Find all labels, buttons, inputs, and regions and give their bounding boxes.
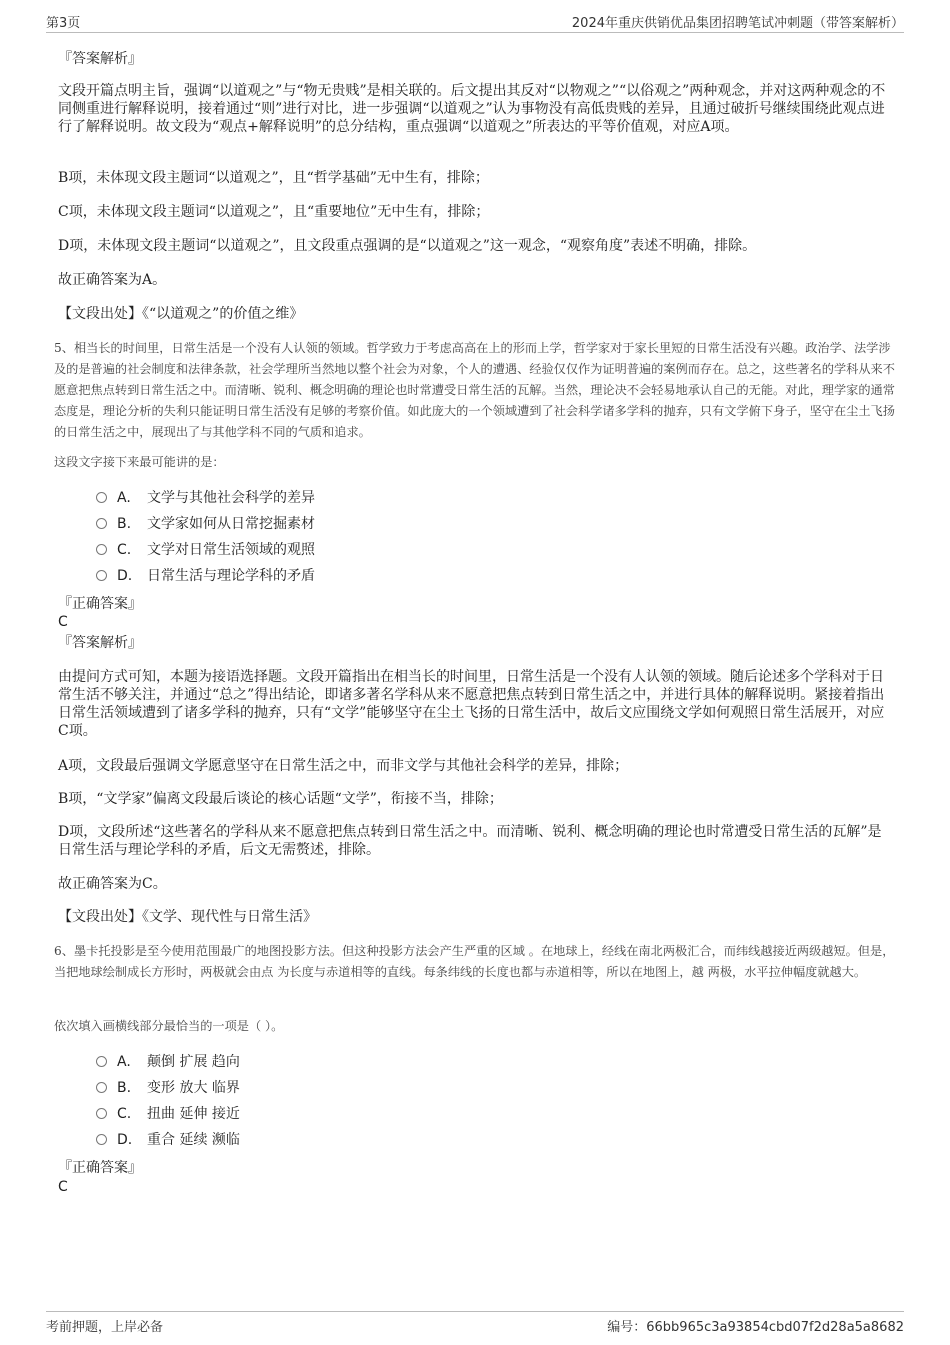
- page-header: [46, 10, 904, 33]
- radio-icon[interactable]: [96, 570, 107, 581]
- footer-slogan: 考前押题，上岸必备: [46, 1320, 164, 1335]
- q5-option-b[interactable]: B. 文学家如何从日常挖掘素材: [96, 515, 315, 533]
- q5-conclusion: 故正确答案为C。: [58, 876, 167, 892]
- q6-correct-title: 『正确答案』: [58, 1160, 142, 1176]
- q5-correct-title: 『正确答案』: [58, 596, 142, 612]
- document-title: 2024年重庆供销优品集团招聘笔试冲刺题（带答案解析）: [571, 16, 904, 31]
- q4-source: 【文段出处】《“以道观之”的价值之维》: [58, 306, 304, 322]
- page-footer: [46, 1311, 904, 1338]
- q5-option-a[interactable]: A. 文学与其他社会科学的差异: [96, 489, 315, 507]
- q6-correct-answer: C: [58, 1179, 68, 1195]
- q4-conclusion: 故正确答案为A。: [58, 272, 167, 288]
- q6-option-a[interactable]: A. 颠倒 扩展 趋向: [96, 1053, 240, 1071]
- q5-option-a-note: A项，文段最后强调文学愿意坚守在日常生活之中，而非文学与其他社会科学的差异，排除；: [58, 758, 629, 774]
- q6-question: 6、墨卡托投影是至今使用范围最广的地图投影方法。但这种投影方法会产生严重的区域 。在地球上，经线在南北两极汇合，而纬线越接近两级越短。但是，当把地球绘制成长方形时，两极就会由点 为长度与赤道相等的直线。每条纬线的长度也都与赤道相等，所以在地图上，越 两极，水平拉伸幅度就越大。: [54, 944, 895, 979]
- radio-icon[interactable]: [96, 1134, 107, 1145]
- q4-option-d-note: D项，未体现文段主题词“以道观之”，且文段重点强调的是“以道观之”这一观念，“观察角度”表述不明确，排除。: [58, 238, 757, 254]
- q5-option-c[interactable]: C. 文学对日常生活领域的观照: [96, 541, 315, 559]
- q5-question: 5、相当长的时间里，日常生活是一个没有人认领的领域。哲学致力于考虑高高在上的形而上学，哲学家对于家长里短的日常生活没有兴趣。政治学、法学涉及的是普遍的社会制度和法律条款，社会学理所当然地以整个社会为对象，个人的遭遇、经验仅仅作为证明普遍的案例而存在。总之，这些著名的学科从来不愿意把焦点转到日常生活之中。而清晰、锐利、概念明确的理论也时常遭受日常生活的瓦解。当然，理论决不会轻易地承认自己的无能。对此，理学家的通常态度是，理论分析的失利只能证明日常生活没有足够的考察价值。如此庞大的一个领域遭到了社会科学诸多学科的抛弃，只有文学俯下身子，坚守在尘土飞扬的日常生活之中，展现出了与其他学科不同的气质和追求。: [54, 341, 895, 439]
- q5-source: 【文段出处】《文学、现代性与日常生活》: [58, 909, 317, 925]
- radio-icon[interactable]: [96, 1082, 107, 1093]
- radio-icon[interactable]: [96, 518, 107, 529]
- radio-icon[interactable]: [96, 1056, 107, 1067]
- document-id: 编号：66bb965c3a93854cbd07f2d28a5a8682: [607, 1320, 904, 1335]
- q5-analysis: 由提问方式可知，本题为接语选择题。文段开篇指出在相当长的时间里，日常生活是一个没有人认领的领域。随后论述多个学科对于日常生活不够关注，并通过“总之”得出结论，即诸多著名学科从来不愿意把焦点转到日常生活之中，并进行具体的解释说明。紧接着指出日常生活领域遭到了诸多学科的抛弃，只有“文学”能够坚守在尘土飞扬的日常生活中，故后文应围绕文学如何观照日常生活展开，对应C项。: [58, 669, 885, 739]
- q4-analysis: 文段开篇点明主旨，强调“以道观之”与“物无贵贱”是相关联的。后文提出其反对“以物观之”“以俗观之”两种观念，并对这两种观念的不同侧重进行解释说明，接着通过“则”进行对比，进一步强调“以道观之”认为事物没有高低贵贱的差异，且通过破折号继续围绕此观点进行了解释说明。故文段为“观点+解释说明”的总分结构，重点强调“以道观之”所表达的平等价值观，对应A项。: [58, 83, 886, 135]
- radio-icon[interactable]: [96, 1108, 107, 1119]
- page-number: 第3页: [46, 16, 81, 31]
- q6-option-b[interactable]: B. 变形 放大 临界: [96, 1079, 240, 1097]
- q4-analysis-title: 『答案解析』: [58, 51, 142, 67]
- q6-stem: 依次填入画横线部分最恰当的一项是（ ）。: [54, 1019, 284, 1033]
- q6-option-c[interactable]: C. 扭曲 延伸 接近: [96, 1105, 240, 1123]
- q4-option-b-note: B项，未体现文段主题词“以道观之”，且“哲学基础”无中生有，排除；: [58, 170, 489, 186]
- q5-analysis-title: 『答案解析』: [58, 635, 142, 651]
- radio-icon[interactable]: [96, 544, 107, 555]
- q4-option-c-note: C项，未体现文段主题词“以道观之”，且“重要地位”无中生有，排除；: [58, 204, 490, 220]
- q5-option-d[interactable]: D. 日常生活与理论学科的矛盾: [96, 567, 315, 585]
- q5-stem: 这段文字接下来最可能讲的是：: [54, 455, 225, 469]
- q5-option-b-note: B项，“文学家”偏离文段最后谈论的核心话题“文学”，衔接不当，排除；: [58, 791, 503, 807]
- q5-correct-answer: C: [58, 614, 68, 630]
- q5-option-d-note: D项，文段所述“这些著名的学科从来不愿意把焦点转到日常生活之中。而清晰、锐利、概念明确的理论也时常遭受日常生活的瓦解”是日常生活与理论学科的矛盾，后文无需赘述，排除。: [58, 824, 882, 858]
- q6-option-d[interactable]: D. 重合 延续 濒临: [96, 1131, 240, 1149]
- radio-icon[interactable]: [96, 492, 107, 503]
